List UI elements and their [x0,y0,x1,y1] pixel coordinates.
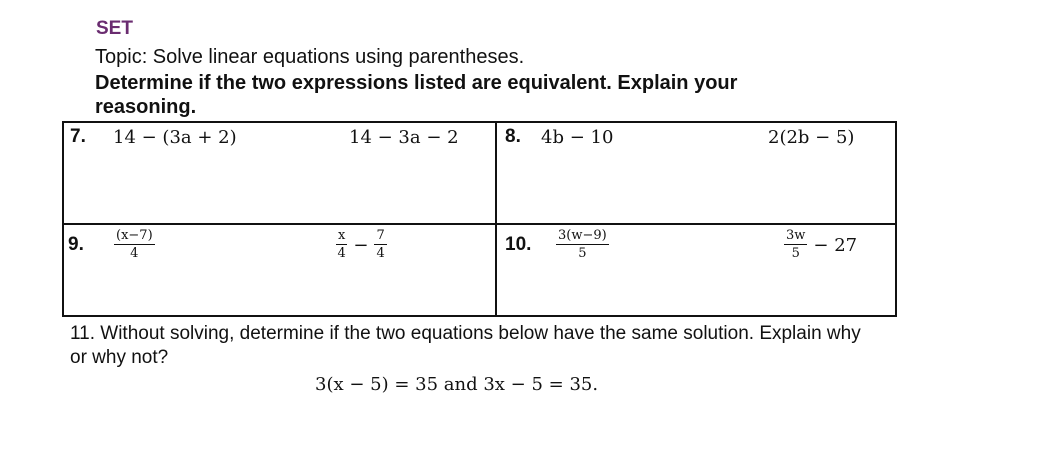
fraction-numerator: 7 [376,228,385,243]
table-divider-horizontal [62,223,897,225]
problem-10-left-fraction [556,229,609,261]
problem-10-left-expression [556,229,609,261]
fraction-denominator: 4 [337,246,346,261]
problem-8-number: 8. [505,126,521,147]
fraction-numerator: 3(w−9) [558,228,607,243]
problem-9-number: 9. [68,234,84,255]
problem-9-left-expression [114,229,155,261]
instructions: Determine if the two expressions listed are equivalent. Explain your reasoning. [95,72,738,118]
problem-10-right-tail: − 27 [813,234,858,256]
fraction-denominator: 4 [376,246,385,261]
problem-7-number: 7. [70,126,86,147]
minus-operator: − [353,234,369,256]
fraction-numerator: (x−7) [116,228,153,243]
fraction-numerator: 3w [786,228,806,243]
problem-9-left-fraction [114,229,155,261]
problem-10-right-fraction [784,229,807,261]
table-divider-vertical [495,121,497,317]
problem-8-right-expression: 2(2b − 5) [768,127,855,148]
set-label: SET [96,18,133,39]
problem-7-left-expression: 14 − (3a + 2) [113,127,237,148]
problem-9-right-fraction-a [336,229,347,261]
question-11-equations: 3(x − 5) = 35 and 3x − 5 = 35. [315,374,599,395]
problem-10-right-expression [784,229,863,261]
problem-9-right-expression [336,229,387,261]
question-11-text: 11. Without solving, determine if the two equations below have the same solution. Explain why or why not? [70,323,861,368]
problem-table [62,121,897,317]
problem-9-right-fraction-b [374,229,386,261]
fraction-denominator: 5 [578,246,587,261]
fraction-denominator: 5 [791,246,800,261]
fraction-denominator: 4 [130,246,139,261]
problem-10-number: 10. [505,234,532,255]
problem-8-left-expression: 4b − 10 [541,127,614,148]
topic-line: Topic: Solve linear equations using parentheses. [95,46,525,68]
fraction-numerator: x [338,228,346,243]
problem-7-right-expression: 14 − 3a − 2 [349,127,459,148]
